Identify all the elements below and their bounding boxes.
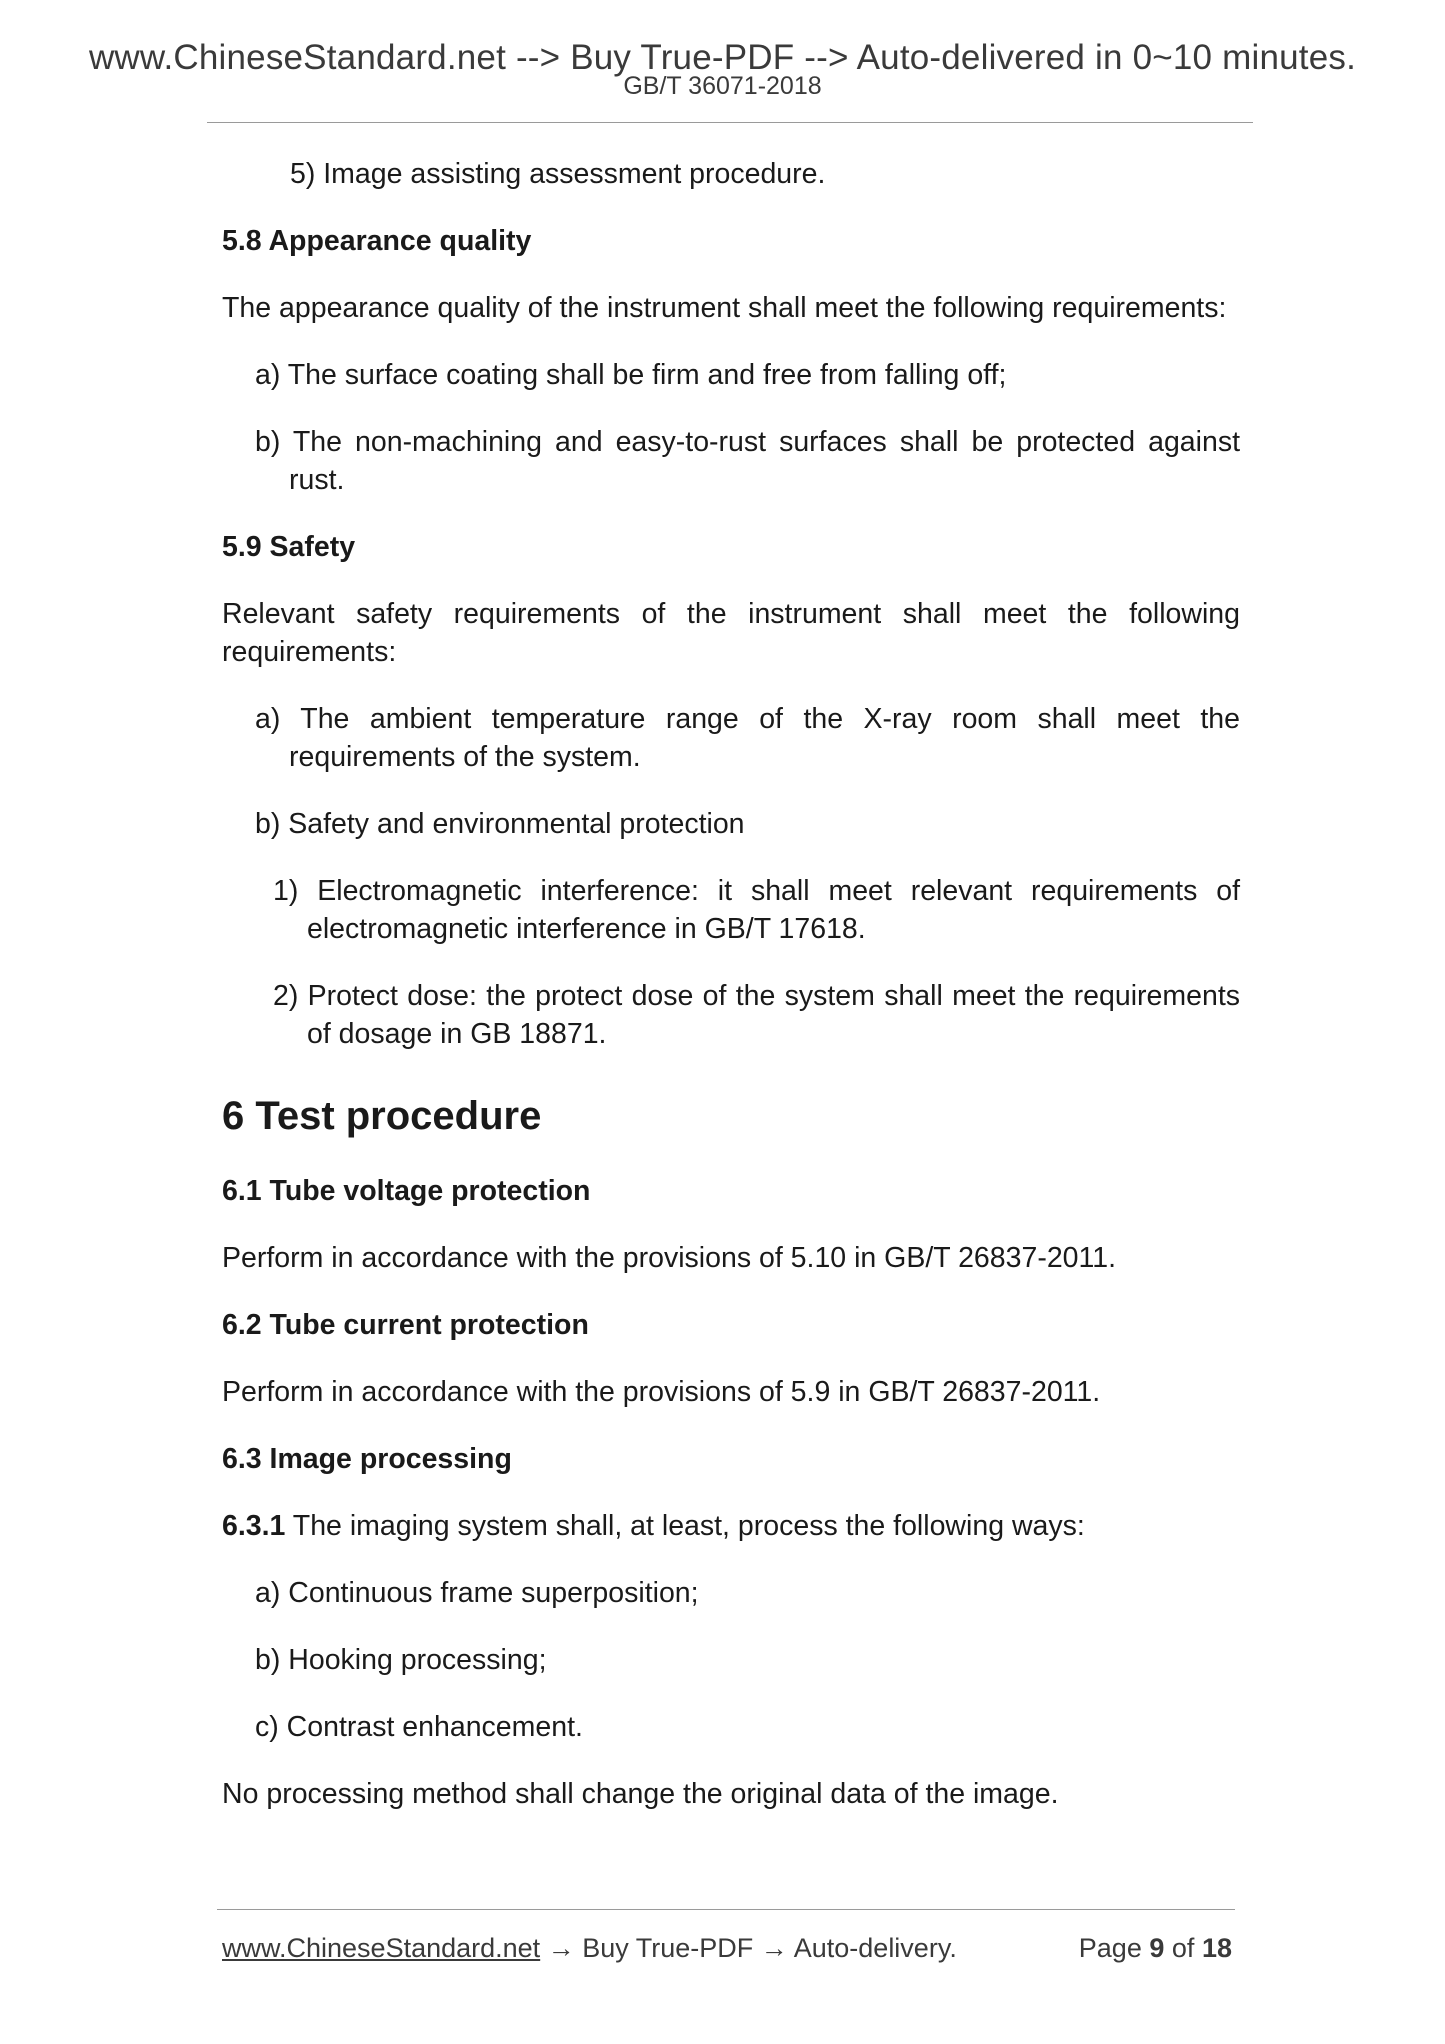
header-divider: [207, 122, 1253, 123]
section-heading-6-2: 6.2 Tube current protection: [222, 1309, 589, 1341]
paragraph: Perform in accordance with the provisions of 5.10 in GB/T 26837-2011.: [222, 1242, 1117, 1274]
sub-list-item: 1) Electromagnetic interference: it shall meet relevant requirements of electromagnetic interference in GB/T 17618.: [273, 875, 1240, 945]
list-item: a) The ambient temperature range of the X-ray room shall meet the requirements of the system.: [255, 703, 1240, 773]
list-item: a) The surface coating shall be firm and free from falling off;: [255, 359, 1007, 391]
paragraph: Perform in accordance with the provisions of 5.9 in GB/T 26837-2011.: [222, 1376, 1101, 1408]
chapter-heading-6: 6 Test procedure: [222, 1094, 542, 1138]
list-item: a) Continuous frame superposition;: [255, 1577, 699, 1609]
footer-website-link[interactable]: www.ChineseStandard.net: [222, 1933, 541, 1963]
section-heading-6-3: 6.3 Image processing: [222, 1443, 512, 1475]
section-heading-5-9: 5.9 Safety: [222, 531, 356, 563]
footer-divider: [217, 1909, 1235, 1910]
page-total: 18: [1201, 1933, 1232, 1963]
list-item: b) Hooking processing;: [255, 1644, 547, 1676]
clause-text: The imaging system shall, at least, process the following ways:: [285, 1510, 1085, 1542]
document-body: [222, 155, 1240, 1813]
paragraph: Relevant safety requirements of the instrument shall meet the following requirements:: [222, 598, 1240, 668]
list-item: 5) Image assisting assessment procedure.: [290, 158, 826, 190]
footer: [222, 1930, 1232, 1966]
clause-number: 6.3.1: [222, 1510, 286, 1542]
paragraph: [222, 1507, 1240, 1545]
paragraph: No processing method shall change the original data of the image.: [222, 1778, 1059, 1810]
page-indicator: [1079, 1930, 1232, 1966]
page-label: Page: [1078, 1933, 1142, 1963]
of-label: of: [1171, 1933, 1195, 1963]
footer-text: → Buy True-PDF → Auto-delivery.: [540, 1933, 957, 1963]
paragraph: The appearance quality of the instrument shall meet the following requirements:: [222, 292, 1227, 324]
footer-left: [222, 1930, 957, 1966]
section-heading-6-1: 6.1 Tube voltage protection: [222, 1175, 591, 1207]
top-banner: www.ChineseStandard.net --> Buy True-PDF --> Auto-delivered in 0~10 minutes.: [88, 38, 1357, 77]
page-number: 9: [1149, 1933, 1165, 1963]
section-heading-5-8: 5.8 Appearance quality: [222, 225, 532, 257]
list-item: b) Safety and environmental protection: [255, 808, 745, 840]
standard-code: GB/T 36071-2018: [623, 72, 822, 100]
sub-list-item: 2) Protect dose: the protect dose of the system shall meet the requirements of dosage in GB 18871.: [273, 980, 1240, 1050]
list-item: c) Contrast enhancement.: [255, 1711, 583, 1743]
list-item: b) The non-machining and easy-to-rust surfaces shall be protected against rust.: [255, 426, 1240, 496]
